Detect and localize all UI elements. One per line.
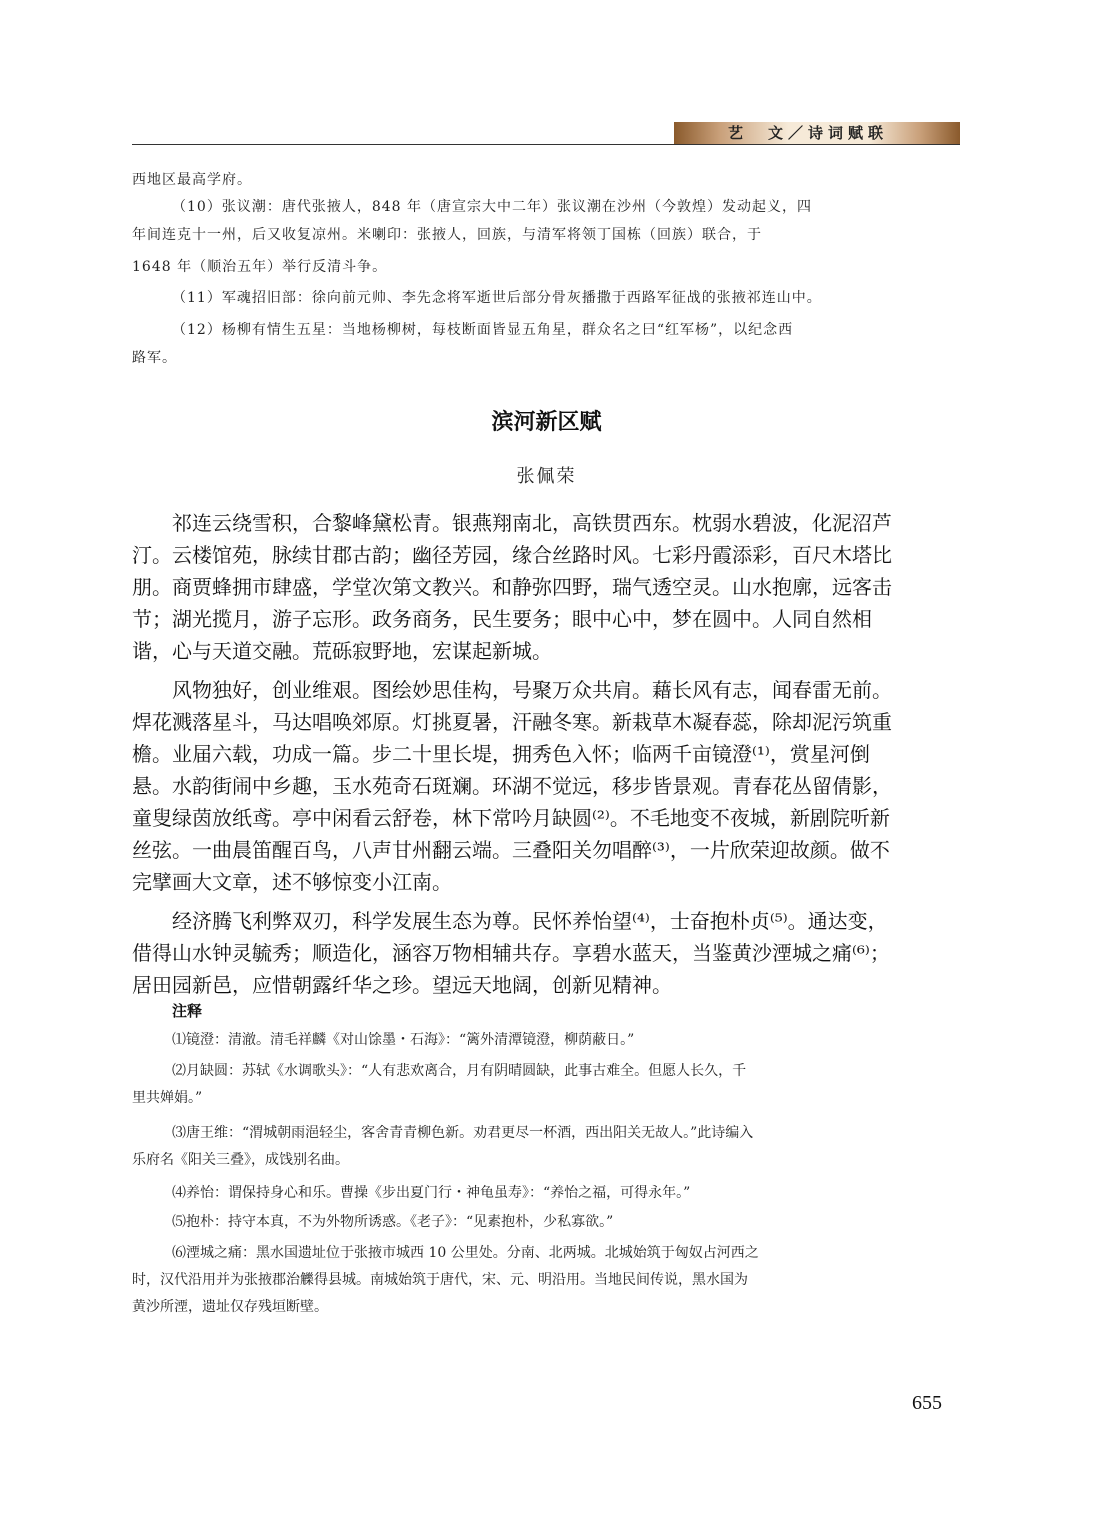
prev-note-line: 年间连克十一州，后又收复凉州。米喇印：张掖人，回族，与清军将领丁国栋（回族）联合，于 bbox=[132, 227, 762, 243]
prev-note-line: 路军。 bbox=[132, 350, 177, 366]
section-header: 艺 文／诗词赋联 bbox=[728, 124, 889, 142]
prev-note-line: （11）军魂招旧部：徐向前元帅、李先念将军逝世后部分骨灰播撒于西路军征战的张掖祁连山中。 bbox=[172, 290, 822, 306]
header-rule bbox=[132, 144, 960, 145]
note-line: ⑷养怡：谓保持身心和乐。曹操《步出夏门行・神龟虽寿》：“养怡之福，可得永年。” bbox=[172, 1185, 691, 1201]
note-line: 时，汉代沿用并为张掖郡治觻得县城。南城始筑于唐代，宋、元、明沿用。当地民间传说，黑水国为 bbox=[132, 1272, 748, 1288]
body-line: 祁连云绕雪积，合黎峰黛松青。银燕翔南北，高铁贯西东。枕弱水碧波，化泥沼芦 bbox=[172, 511, 892, 535]
prev-note-line: （12）杨柳有情生五星：当地杨柳树，每枝断面皆显五角星，群众名之曰“红军杨”，以纪念西 bbox=[172, 322, 794, 338]
body-line: 借得山水钟灵毓秀；顺造化，涵容万物相辅共存。享碧水蓝天，当鉴黄沙湮城之痛⁽⁶⁾； bbox=[132, 941, 890, 965]
note-line: 里共婵娟。” bbox=[132, 1090, 203, 1106]
note-line: ⑹湮城之痛：黑水国遗址位于张掖市城西 10 公里处。分南、北两城。北城始筑于匈奴占河西之 bbox=[172, 1245, 759, 1261]
body-line: 风物独好，创业维艰。图绘妙思佳构，号聚万众共肩。藉长风有志，闻春雷无前。 bbox=[172, 678, 892, 702]
body-line: 汀。云楼馆苑，脉续甘郡古韵；幽径芳园，缘合丝路时风。七彩丹霞添彩，百尺木塔比 bbox=[132, 543, 892, 567]
body-line: 节；湖光揽月，游子忘形。政务商务，民生要务；眼中心中，梦在圆中。人同自然相 bbox=[132, 607, 872, 631]
body-line: 丝弦。一曲晨笛醒百鸟，八声甘州翻云端。三叠阳关勿唱醉⁽³⁾，一片欣荣迎故颜。做不 bbox=[132, 838, 890, 862]
body-line: 朋。商贾蜂拥市肆盛，学堂次第文教兴。和静弥四野，瑞气透空灵。山水抱廓，远客击 bbox=[132, 575, 892, 599]
note-line: 黄沙所湮，遗址仅存残垣断壁。 bbox=[132, 1299, 328, 1315]
prev-note-line: 1648 年（顺治五年）举行反清斗争。 bbox=[132, 259, 388, 275]
article-author: 张佩荣 bbox=[516, 466, 577, 487]
body-line: 童叟绿茵放纸鸢。亭中闲看云舒卷，林下常吟月缺圆⁽²⁾。不毛地变不夜城，新剧院听新 bbox=[132, 806, 890, 830]
body-line: 经济腾飞利弊双刃，科学发展生态为尊。民怀养怡望⁽⁴⁾，士奋抱朴贞⁽⁵⁾。通达变， bbox=[172, 909, 888, 933]
article-title: 滨河新区赋 bbox=[491, 410, 602, 435]
prev-note-line: （10）张议潮：唐代张掖人，848 年（唐宣宗大中二年）张议潮在沙州（今敦煌）发动起义，四 bbox=[172, 199, 812, 215]
body-line: 焊花溅落星斗，马达唱唤郊原。灯挑夏暑，汗融冬寒。新栽草木凝春蕊，除却泥污筑重 bbox=[132, 710, 892, 734]
prev-note-line: 西地区最高学府。 bbox=[132, 172, 252, 188]
body-line: 完擘画大文章，述不够惊变小江南。 bbox=[132, 870, 452, 894]
note-line: ⑴镜澄：清澈。清毛祥麟《对山馀墨・石海》：“篱外清潭镜澄，柳荫蔽日。” bbox=[172, 1032, 635, 1048]
body-line: 檐。业届六载，功成一篇。步二十里长堤，拥秀色入怀；临两千亩镜澄⁽¹⁾，赏星河倒 bbox=[132, 742, 870, 766]
note-line: 乐府名《阳关三叠》，成饯别名曲。 bbox=[132, 1152, 349, 1168]
note-line: ⑶唐王维：“渭城朝雨浥轻尘，客舍青青柳色新。劝君更尽一杯酒，西出阳关无故人。”此诗编入 bbox=[172, 1125, 754, 1141]
body-line: 悬。水韵街闹中乡趣，玉水苑奇石斑斓。环湖不觉远，移步皆景观。青春花丛留倩影， bbox=[132, 774, 892, 798]
notes-title: 注释 bbox=[172, 1002, 203, 1020]
note-line: ⑸抱朴：持守本真，不为外物所诱惑。《老子》：“见素抱朴，少私寡欲。” bbox=[172, 1214, 614, 1230]
note-line: ⑵月缺圆：苏轼《水调歌头》：“人有悲欢离合，月有阴晴圆缺，此事古难全。但愿人长久，千 bbox=[172, 1063, 747, 1079]
body-line: 谐，心与天道交融。荒砾寂野地，宏谋起新城。 bbox=[132, 639, 552, 663]
page-number: 655 bbox=[912, 1392, 942, 1414]
body-line: 居田园新邑，应惜朝露纤华之珍。望远天地阔，创新见精神。 bbox=[132, 973, 672, 997]
